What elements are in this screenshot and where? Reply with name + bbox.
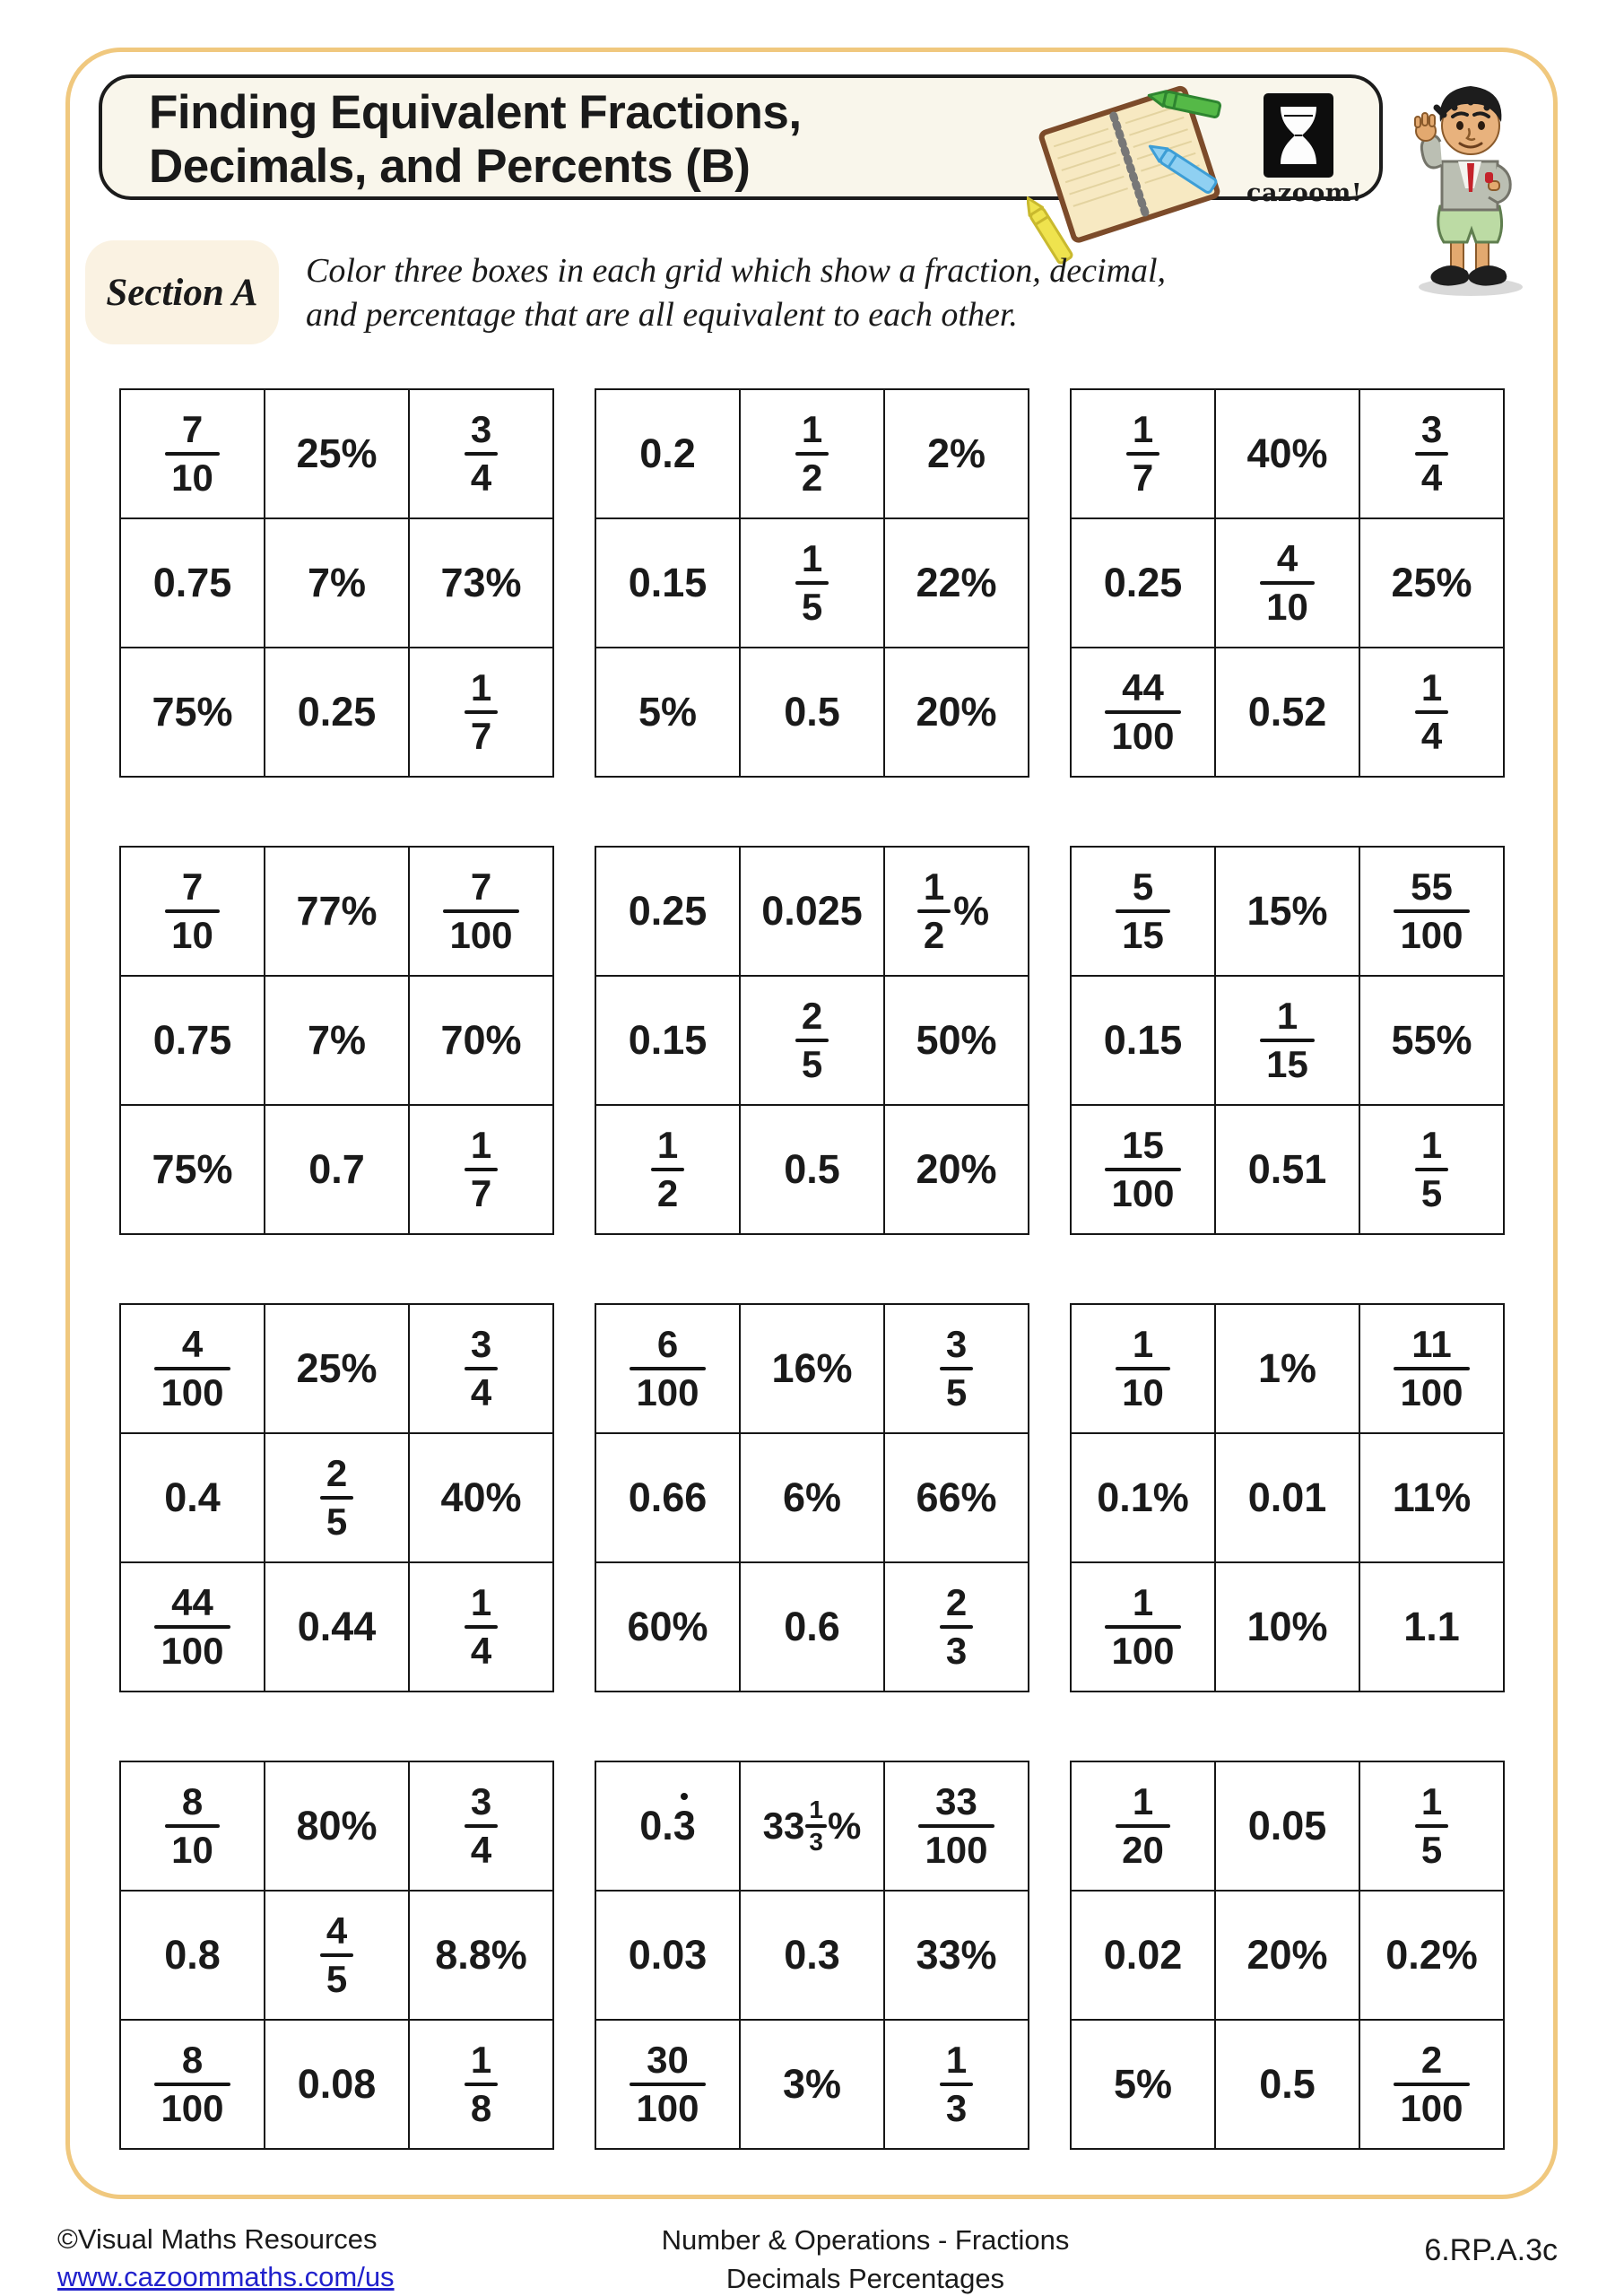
instruction-line2: and percentage that are all equivalent to each other.: [306, 296, 1018, 335]
grid-cell[interactable]: [740, 518, 884, 648]
grid-cell[interactable]: 50%: [884, 976, 1029, 1105]
fraction-value: 3 5: [946, 1326, 967, 1413]
grid-cell[interactable]: 6%: [740, 1433, 884, 1562]
grid-cell[interactable]: [409, 847, 553, 976]
grid-cell[interactable]: [409, 1761, 553, 1891]
grid-cell[interactable]: 0.15: [1071, 976, 1215, 1105]
grid-cell[interactable]: 25%: [1359, 518, 1504, 648]
grid-cell[interactable]: [595, 2020, 740, 2149]
grid-cell[interactable]: 20%: [884, 648, 1029, 777]
grid-cell[interactable]: [1359, 847, 1504, 976]
grid-cell[interactable]: [1071, 1105, 1215, 1234]
equivalence-grid-5: [595, 846, 1029, 1235]
fraction-value: 44 100: [161, 1584, 223, 1671]
grid-cell[interactable]: 77%: [265, 847, 409, 976]
footer-left: [57, 2221, 395, 2296]
page-title-line2: Decimals, and Percents (B): [149, 140, 751, 194]
fraction-value: 1 8: [471, 2041, 491, 2128]
grid-cell[interactable]: [1071, 1304, 1215, 1433]
standard-code: 6.RP.A.3c: [1424, 2233, 1558, 2267]
instruction-line1: Color three boxes in each grid which show a fraction, decimal,: [306, 252, 1167, 290]
grid-cell[interactable]: 70%: [409, 976, 553, 1105]
grid-cell[interactable]: [595, 1304, 740, 1433]
fraction-value: 1 5: [1421, 1126, 1442, 1213]
equivalence-grid-8: [595, 1303, 1029, 1692]
grid-cell[interactable]: 40%: [1215, 389, 1359, 518]
grid-cell[interactable]: 0.01: [1215, 1433, 1359, 1562]
grid-cell[interactable]: 0.8: [120, 1891, 265, 2020]
fraction-value: 2 5: [326, 1455, 347, 1542]
student-boy-illustration: [1388, 75, 1542, 298]
grid-cell[interactable]: 0.15: [595, 976, 740, 1105]
fraction-value: 1 100: [1111, 1584, 1174, 1671]
grid-cell[interactable]: [120, 1562, 265, 1692]
grid-cell[interactable]: 40%: [409, 1433, 553, 1562]
fraction-value: 11 100: [1400, 1326, 1463, 1413]
cazoommaths-link[interactable]: www.cazoommaths.com/us: [57, 2260, 395, 2292]
fraction-value: 1 2: [657, 1126, 678, 1213]
fraction-value: 1 2: [924, 868, 944, 955]
grid-cell[interactable]: 2%: [884, 389, 1029, 518]
grid-cell[interactable]: 0.66: [595, 1433, 740, 1562]
fraction-value: 1 5: [802, 540, 822, 627]
grid-cell[interactable]: 33%: [884, 1891, 1029, 2020]
grid-cell[interactable]: [409, 1562, 553, 1692]
grid-cell[interactable]: 25%: [265, 1304, 409, 1433]
fraction-value: 44 100: [1111, 669, 1174, 756]
section-a-pill: [85, 240, 279, 344]
section-a-instruction: [306, 249, 1166, 338]
fraction-value: 3 4: [1421, 411, 1442, 498]
fraction-value: 8 10: [171, 1783, 213, 1870]
grid-cell[interactable]: [265, 1891, 409, 2020]
fraction-value: 3 4: [471, 1783, 491, 1870]
fraction-value: 33 100: [925, 1783, 987, 1870]
grid-cell[interactable]: [1359, 2020, 1504, 2149]
grid-cell[interactable]: [409, 648, 553, 777]
grid-cell[interactable]: [265, 1433, 409, 1562]
fraction-value: 4 100: [161, 1326, 223, 1413]
grid-cell[interactable]: 0.52: [1215, 648, 1359, 777]
grid-cell[interactable]: 0.025: [740, 847, 884, 976]
grid-cell[interactable]: 8.8%: [409, 1891, 553, 2020]
grid-cell[interactable]: [1359, 1105, 1504, 1234]
grid-cell[interactable]: 0.3: [740, 1891, 884, 2020]
grid-cell[interactable]: 15%: [1215, 847, 1359, 976]
fraction-value: 4 10: [1266, 540, 1308, 627]
grid-cell[interactable]: 80%: [265, 1761, 409, 1891]
fraction-value: 55 100: [1400, 868, 1463, 955]
grid-cell[interactable]: [1359, 648, 1504, 777]
grid-cell[interactable]: [595, 1105, 740, 1234]
grid-cell[interactable]: 1.1: [1359, 1562, 1504, 1692]
grid-cell[interactable]: [1359, 1304, 1504, 1433]
grid-cell[interactable]: [1071, 648, 1215, 777]
fraction-value: 6 100: [636, 1326, 699, 1413]
grid-cell[interactable]: 25%: [265, 389, 409, 518]
grid-cell[interactable]: 0.75: [120, 518, 265, 648]
grid-cell[interactable]: 60%: [595, 1562, 740, 1692]
grid-cell[interactable]: [1071, 389, 1215, 518]
fraction-value: 1 10: [1122, 1326, 1164, 1413]
fraction-value: 7 100: [449, 868, 512, 955]
cazoom-logo-text: cazoom!: [1246, 179, 1363, 207]
fraction-value: 3 4: [471, 1326, 491, 1413]
grid-cell[interactable]: 0.4: [120, 1433, 265, 1562]
fraction-value: 15 100: [1111, 1126, 1174, 1213]
grid-cell[interactable]: 75%: [120, 1105, 265, 1234]
grid-cell[interactable]: 22%: [884, 518, 1029, 648]
grid-cell[interactable]: [740, 976, 884, 1105]
grid-cell[interactable]: 0.2%: [1359, 1891, 1504, 2020]
equivalence-grid-3: [1070, 388, 1505, 778]
grid-cell[interactable]: 5%: [595, 648, 740, 777]
footer-topic-line1: Number & Operations - Fractions: [661, 2224, 1070, 2256]
grid-cell[interactable]: 73%: [409, 518, 553, 648]
grid-cell[interactable]: 0.08: [265, 2020, 409, 2149]
grid-cell[interactable]: 0.25: [1071, 518, 1215, 648]
grid-cell[interactable]: [1215, 518, 1359, 648]
grid-cell[interactable]: 10%: [1215, 1562, 1359, 1692]
fraction-value: $\frac{1}{3}$: [809, 1797, 823, 1855]
equivalence-grid-9: [1070, 1303, 1505, 1692]
grid-cell[interactable]: [884, 1304, 1029, 1433]
section-a-label: Section A: [106, 271, 258, 314]
grid-cell[interactable]: 0.2: [595, 389, 740, 518]
page-title-line1: Finding Equivalent Fractions,: [149, 86, 802, 139]
fraction-value: 2 5: [802, 997, 822, 1084]
grid-cell[interactable]: [120, 2020, 265, 2149]
grid-cell[interactable]: [120, 1304, 265, 1433]
fraction-value: 2 100: [1400, 2041, 1463, 2128]
fraction-value: 7 10: [171, 411, 213, 498]
grid-cell[interactable]: [409, 2020, 553, 2149]
grid-cell[interactable]: 66%: [884, 1433, 1029, 1562]
equivalence-grid-11: [595, 1761, 1029, 2150]
grid-cell[interactable]: 0.1%: [1071, 1433, 1215, 1562]
grid-cell[interactable]: 0.05: [1215, 1761, 1359, 1891]
grid-cell[interactable]: 0.02: [1071, 1891, 1215, 2020]
footer-topic-line2: Decimals Percentages: [725, 2263, 1005, 2295]
grid-cell[interactable]: [409, 1105, 553, 1234]
fraction-value: 4 5: [326, 1912, 347, 1999]
grid-cell[interactable]: 5%: [1071, 2020, 1215, 2149]
grid-cell[interactable]: 55%: [1359, 976, 1504, 1105]
fraction-value: 1 20: [1122, 1783, 1164, 1870]
grid-cell[interactable]: 0.03: [595, 1891, 740, 2020]
grid-cell[interactable]: 20%: [884, 1105, 1029, 1234]
grid-cell[interactable]: [884, 1761, 1029, 1891]
grid-cell[interactable]: 7%: [265, 976, 409, 1105]
copyright-text: ©Visual Maths Resources: [57, 2223, 378, 2255]
grid-cell[interactable]: 0.3: [595, 1761, 740, 1891]
fraction-value: 1 15: [1266, 997, 1308, 1084]
grid-cell[interactable]: 0.5: [740, 648, 884, 777]
equivalence-grid-1: [119, 388, 554, 778]
grid-cell[interactable]: [884, 1562, 1029, 1692]
fraction-value: 30 100: [636, 2041, 699, 2128]
grid-cell[interactable]: [740, 389, 884, 518]
grid-cell[interactable]: 75%: [120, 648, 265, 777]
footer-center: [507, 2221, 1224, 2296]
grid-cell[interactable]: [1215, 976, 1359, 1105]
grid-cell[interactable]: [120, 847, 265, 976]
grid-cell[interactable]: 16%: [740, 1304, 884, 1433]
fraction-value: 1 7: [471, 1126, 491, 1213]
grid-cell[interactable]: 1 2 %: [884, 847, 1029, 976]
grid-cell[interactable]: [120, 1761, 265, 1891]
fraction-value: 1 4: [471, 1584, 491, 1671]
grid-cell[interactable]: [884, 2020, 1029, 2149]
notebook-crayons-illustration: [1027, 61, 1235, 276]
grid-cell[interactable]: [1071, 847, 1215, 976]
grid-cell[interactable]: 1%: [1215, 1304, 1359, 1433]
fraction-value: 3 4: [471, 411, 491, 498]
equivalence-grid-7: [119, 1303, 554, 1692]
grid-cell[interactable]: 0.5: [1215, 2020, 1359, 2149]
fraction-value: 1 5: [1421, 1783, 1442, 1870]
grid-cell[interactable]: 0.6: [740, 1562, 884, 1692]
grid-cell[interactable]: [1071, 1562, 1215, 1692]
fraction-value: 2 3: [946, 1584, 967, 1671]
equivalence-grid-12: [1070, 1761, 1505, 2150]
grid-cell[interactable]: 0.51: [1215, 1105, 1359, 1234]
grid-cell[interactable]: 7%: [265, 518, 409, 648]
fraction-value: 1 7: [471, 669, 491, 756]
grid-cell[interactable]: 0.25: [595, 847, 740, 976]
cazoom-hourglass-icon: [1264, 93, 1333, 178]
equivalence-grid-4: [119, 846, 554, 1235]
equivalence-grid-6: [1070, 846, 1505, 1235]
fraction-value: 1 4: [1421, 669, 1442, 756]
grid-cell[interactable]: [1359, 389, 1504, 518]
grid-cell[interactable]: 0.7: [265, 1105, 409, 1234]
fraction-value: 1 2: [802, 411, 822, 498]
equivalence-grid-2: [595, 388, 1029, 778]
grid-cell[interactable]: 0.25: [265, 648, 409, 777]
fraction-value: 7 10: [171, 868, 213, 955]
grid-cell[interactable]: [1071, 1761, 1215, 1891]
fraction-value: 1 7: [1133, 411, 1153, 498]
grid-cell[interactable]: 3%: [740, 2020, 884, 2149]
grid-cell[interactable]: 0.5: [740, 1105, 884, 1234]
grid-cell[interactable]: 0.44: [265, 1562, 409, 1692]
grid-cell[interactable]: [409, 389, 553, 518]
grid-cell[interactable]: 33 $\frac{1}{3}$ %: [740, 1761, 884, 1891]
fraction-value: 1 3: [946, 2041, 967, 2128]
fraction-value: 8 100: [161, 2041, 223, 2128]
grid-cell[interactable]: 11%: [1359, 1433, 1504, 1562]
equivalence-grid-10: [119, 1761, 554, 2150]
grid-cell[interactable]: [120, 389, 265, 518]
grid-cell[interactable]: [1359, 1761, 1504, 1891]
grid-cell[interactable]: 0.15: [595, 518, 740, 648]
cazoom-logo: [1246, 93, 1363, 207]
fraction-value: 5 15: [1122, 868, 1164, 955]
grid-cell[interactable]: 0.75: [120, 976, 265, 1105]
grid-cell[interactable]: [409, 1304, 553, 1433]
grid-cell[interactable]: 20%: [1215, 1891, 1359, 2020]
